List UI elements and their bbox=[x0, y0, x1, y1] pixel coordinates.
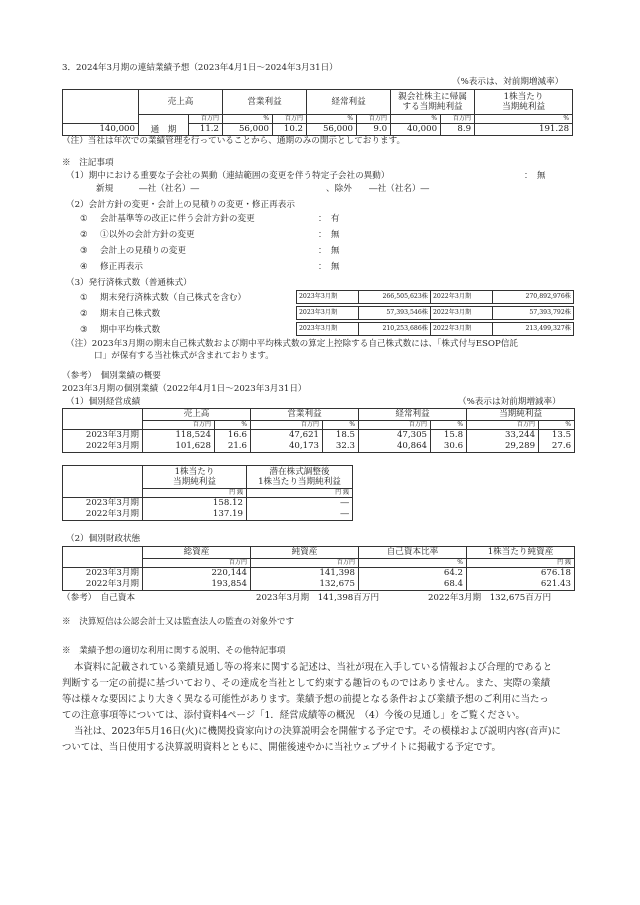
notes-item1-value: ： 無 bbox=[524, 171, 546, 181]
table-row: 2022年3月期 193,854 132,675 68.4 621.43 bbox=[63, 579, 575, 591]
notes-item3-num: ③ bbox=[80, 325, 88, 335]
table-row: 2023年3月期 158.12 ― bbox=[63, 498, 353, 510]
forecast-header-op: 営業利益 bbox=[223, 90, 307, 115]
notes-item3-label: 期末自己株式数 bbox=[100, 309, 161, 319]
forecast-val: 56,000 bbox=[307, 124, 357, 136]
eps-table: 1株当たり 当期純利益 潜在株式調整後 1株当たり当期純利益 円 銭 円 銭 2023年3月期 158.12 ― 2022年3月期 137.19 ― bbox=[62, 465, 353, 521]
disclaimer-heading: ※ 業績予想の適切な利用に関する説明、その他特記事項 bbox=[62, 646, 286, 656]
forecast-table: 売上高 営業利益 経常利益 親会社株主に帰属 する当期純利益 1株当たり 当期純利益 通 期 百万円 % 百万円 % 百万円 % 百万円 % 140,000 11.2 56,000 10.2 56,000 9.0 40,000 8.9 191.28 bbox=[62, 89, 573, 136]
notes-item3-label: 期中平均株式数 bbox=[100, 325, 161, 335]
notes-item2-value: ： 有 bbox=[318, 214, 340, 224]
forecast-header-sales: 売上高 bbox=[139, 90, 223, 115]
notes-item2-label: 会計基準等の改正に伴う会計方針の変更 bbox=[100, 214, 255, 224]
results-table: 売上高 営業利益 経常利益 当期純利益 百万円 % 百万円 % 百万円 % 百万円 % 2023年3月期 118,524 16.6 47,621 18.5 47,305 15.8 33,244 13.5 2022年3月期 101,628 21.6 40,173 32.3 40,864 30.6 29,289 27.6 bbox=[62, 408, 575, 453]
financial-table: 総資産 純資産 自己資本比率 1株当たり純資産 百万円 百万円 % 円 銭 2023年3月期 220,144 141,398 64.2 676.18 2022年3月期 193,854 132,675 68.4 621.43 bbox=[62, 546, 575, 591]
forecast-header-eps: 1株当たり 当期純利益 bbox=[475, 90, 573, 115]
forecast-val: 9.0 bbox=[357, 124, 391, 136]
notes-item2-num: ① bbox=[80, 214, 88, 224]
forecast-header-net: 親会社株主に帰属 する当期純利益 bbox=[391, 90, 475, 115]
eps-header: 1株当たり 当期純利益 bbox=[143, 466, 247, 489]
audit-note: ※ 決算短信は公認会計士又は監査法人の監査の対象外です bbox=[62, 617, 295, 627]
forecast-val: 191.28 bbox=[475, 124, 573, 136]
forecast-val: 10.2 bbox=[273, 124, 307, 136]
notes-item2: （2）会計方針の変更・会計上の見積りの変更・修正再表示 bbox=[66, 200, 295, 210]
notes-item2-label: 修正再表示 bbox=[100, 262, 143, 272]
notes-item2-value: ： 無 bbox=[318, 262, 340, 272]
disclaimer-line: 本資料に記載されている業績見通し等の将来に関する記述は、当社が現在入手している情報および合理的であると bbox=[74, 662, 553, 673]
results-header: 当期純利益 bbox=[467, 409, 575, 421]
forecast-val: 11.2 bbox=[189, 124, 223, 136]
notes-item2-label: 会計上の見積りの変更 bbox=[100, 246, 186, 256]
forecast-unit-note: （%表示は、対前期増減率） bbox=[452, 77, 564, 87]
notes-item3: （3）発行済株式数（普通株式） bbox=[66, 278, 192, 288]
equity-label: （参考） 自己資本 bbox=[62, 593, 136, 603]
forecast-val: 8.9 bbox=[441, 124, 475, 136]
results-header: 売上高 bbox=[143, 409, 251, 421]
results-header: 経常利益 bbox=[359, 409, 467, 421]
shares-table: 2023年3月期 266,505,623株 2022年3月期 270,892,976株 2023年3月期 57,393,546株 2022年3月期 57,393,792株 2023年3月期 210,253,686株 2022年3月期 213,499,327株 bbox=[296, 290, 574, 336]
notes-item1: （1）期中における重要な子会社の異動（連結範囲の変更を伴う特定子会社の異動） bbox=[66, 171, 390, 181]
table-row: 2023年3月期 220,144 141,398 64.2 676.18 bbox=[63, 568, 575, 580]
reference-heading: （参考） 個別業績の概要 bbox=[62, 371, 161, 381]
notes-item3-label: 期末発行済株式数（自己株式を含む） bbox=[100, 293, 247, 303]
financial-header: 1株当たり純資産 bbox=[467, 547, 575, 559]
financial-header: 総資産 bbox=[143, 547, 251, 559]
equity-2022: 2022年3月期 132,675百万円 bbox=[428, 593, 552, 603]
reference-results-unit-note: （%表示は対前期増減率） bbox=[458, 397, 561, 407]
notes-item2-num: ③ bbox=[80, 246, 88, 256]
financial-heading: （2）個別財政状態 bbox=[66, 534, 141, 544]
forecast-val: 56,000 bbox=[223, 124, 273, 136]
notes-item2-num: ② bbox=[80, 230, 88, 240]
notes-item2-label: ①以外の会計方針の変更 bbox=[100, 230, 195, 240]
reference-results-heading: （1）個別経営成績 bbox=[66, 397, 141, 407]
equity-2023: 2023年3月期 141,398百万円 bbox=[256, 593, 380, 603]
notes-item3-num: ② bbox=[80, 309, 88, 319]
notes-item3-num: ① bbox=[80, 293, 88, 303]
table-row: 2022年3月期 137.19 ― bbox=[63, 509, 353, 521]
reference-subheading: 2023年3月期の個別業績（2022年4月1日～2023年3月31日） bbox=[62, 384, 307, 394]
forecast-header-ord: 経常利益 bbox=[307, 90, 391, 115]
disclaimer-line: ての注意事項等については、添付資料4ページ「1．経営成績等の概況 （4）今後の見通し」をご覧ください。 bbox=[62, 710, 525, 721]
notes-item1-new: 新規 ―社（社名）― bbox=[96, 184, 200, 194]
forecast-note: （注）当社は年次での業績管理を行っていることから、通期のみの開示としております。 bbox=[62, 136, 406, 146]
financial-header: 純資産 bbox=[251, 547, 359, 559]
disclaimer-line: 判断する一定の前提に基づいており、その達成を当社として約束する趣旨のものではありません。また、実際の業績 bbox=[62, 678, 551, 689]
table-row: 2022年3月期 101,628 21.6 40,173 32.3 40,864 30.6 29,289 27.6 bbox=[63, 441, 575, 453]
notes-item1-exclude: 、除外 ―社（社名）― bbox=[326, 184, 430, 194]
notes-item2-value: ： 無 bbox=[318, 230, 340, 240]
notes-item2-value: ： 無 bbox=[318, 246, 340, 256]
forecast-row-label: 通 期 bbox=[139, 115, 189, 136]
shares-note-line1: （注）2023年3月期の期末自己株式数および期中平均株式数の算定上控除する自己株式数には、「株式付与ESOP信託 bbox=[66, 339, 518, 349]
eps-header: 潜在株式調整後 1株当たり当期純利益 bbox=[247, 466, 353, 489]
results-header: 営業利益 bbox=[251, 409, 359, 421]
disclaimer-line: 当社は、2023年5月16日(火)に機関投資家向けの決算説明会を開催する予定です。その模様および説明内容(音声)に bbox=[74, 726, 561, 737]
forecast-val: 40,000 bbox=[391, 124, 441, 136]
disclaimer-line: ついては、当日使用する決算説明資料とともに、開催後速やかに当社ウェブサイトに掲載する予定です。 bbox=[62, 742, 501, 753]
notes-item2-num: ④ bbox=[80, 262, 88, 272]
shares-note-line2: 口」が保有する当社株式が含まれております。 bbox=[94, 351, 274, 361]
forecast-val: 140,000 bbox=[63, 124, 139, 136]
table-row: 2023年3月期 118,524 16.6 47,621 18.5 47,305 15.8 33,244 13.5 bbox=[63, 430, 575, 442]
financial-header: 自己資本比率 bbox=[359, 547, 467, 559]
disclaimer-line: 等は様々な要因により大きく異なる可能性があります。業績予想の前提となる条件および業績予想のご利用に当たっ bbox=[62, 694, 549, 705]
notes-heading: ※ 注記事項 bbox=[62, 158, 114, 168]
forecast-heading: 3．2024年3月期の連結業績予想（2023年4月1日～2024年3月31日） bbox=[62, 63, 338, 73]
